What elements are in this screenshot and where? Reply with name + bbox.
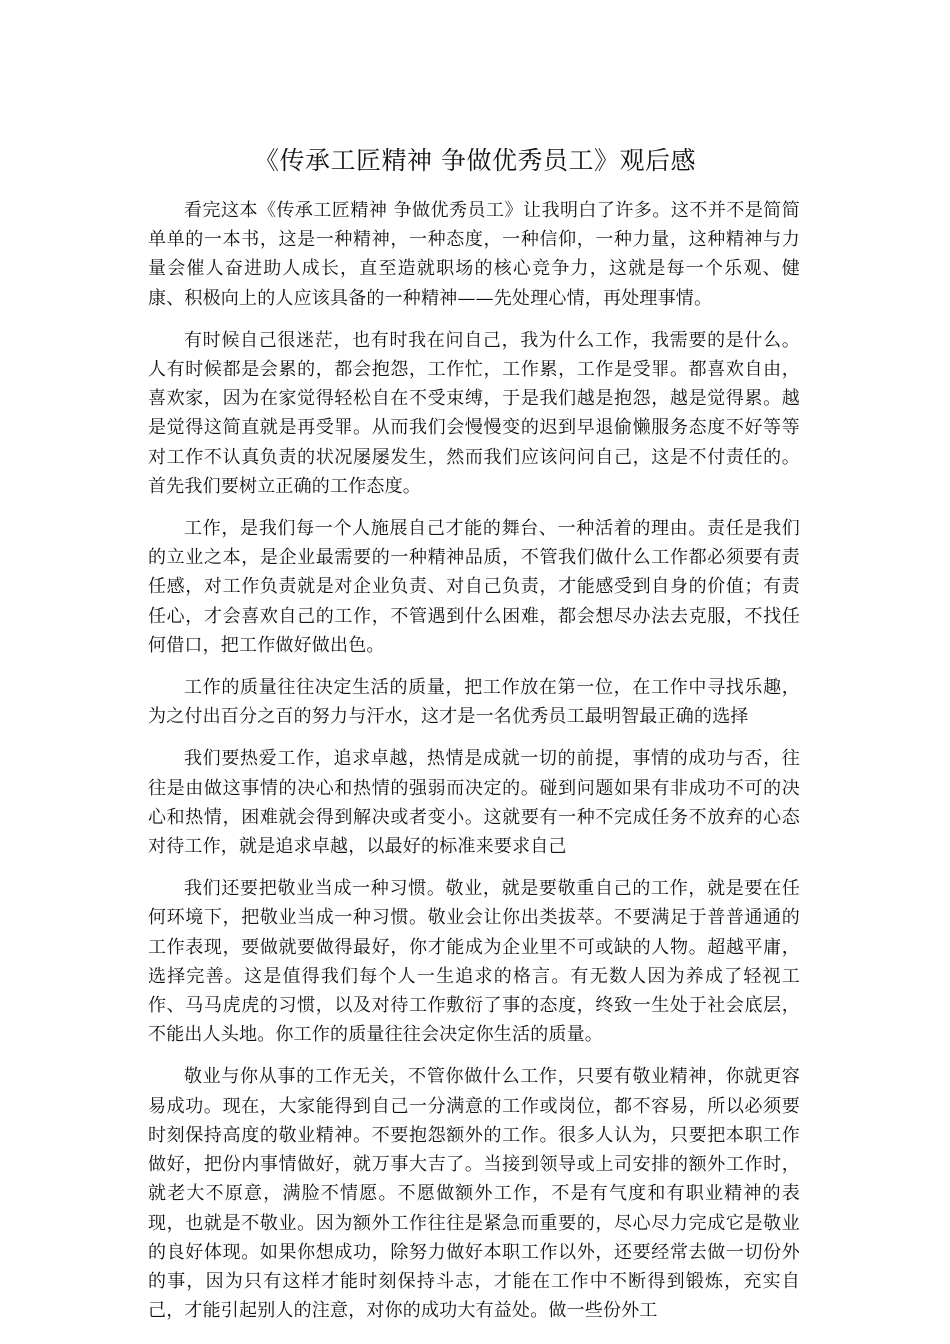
paragraph-2: 有时候自己很迷茫，也有时我在问自己，我为什么工作，我需要的是什么。人有时候都是会累的，都会抱怨，工作忙，工作累，工作是受罪。都喜欢自由，喜欢家，因为在家觉得轻松自在不受束缚，于是我们越是抱怨，越是觉得累。越是觉得这简直就是再受罪。从而我们会慢慢变的迟到早退偷懒服务态度不好等等对工作不认真负责的状况屡屡发生，然而我们应该问问自己，这是不付责任的。首先我们要树立正确的工作态度。 [148,329,800,497]
paragraph-3: 工作，是我们每一个人施展自己才能的舞台、一种活着的理由。责任是我们的立业之本，是企业最需要的一种精神品质，不管我们做什么工作都必须要有责任感，对工作负责就是对企业负责、对自己负责，才能感受到自身的价值；有责任心，才会喜欢自己的工作，不管遇到什么困难，都会想尽办法去克服，不找任何借口，把工作做好做出色。 [148,518,800,656]
paragraph-7: 敬业与你从事的工作无关，不管你做什么工作，只要有敬业精神，你就更容易成功。现在，大家能得到自己一分满意的工作或岗位，都不容易，所以必须要时刻保持高度的敬业精神。不要抱怨额外的工作。很多人认为，只要把本职工作做好，把份内事情做好，就万事大吉了。当接到领导或上司安排的额外工作时，就老大不原意，满脸不情愿。不愿做额外工作，不是有气度和有职业精神的表现，也就是不敬业。因为额外工作往往是紧急而重要的，尽心尽力完成它是敬业的良好体现。如果你想成功，除努力做好本职工作以外，还要经常去做一切份外的事，因为只有这样才能时刻保持斗志，才能在工作中不断得到锻炼，充实自己，才能引起别人的注意，对你的成功大有益处。做一些份外工 [148,1066,800,1322]
paragraph-5: 我们要热爱工作，追求卓越，热情是成就一切的前提，事情的成功与否，往往是由做这事情的决心和热情的强弱而决定的。碰到问题如果有非成功不可的决心和热情，困难就会得到解决或者变小。这就要有一种不完成任务不放弃的心态对待工作，就是追求卓越，以最好的标准来要求自己 [148,748,800,858]
document-body [148,196,800,1338]
paragraph-1: 看完这本《传承工匠精神 争做优秀员工》让我明白了许多。这不并不是简简单单的一本书，这是一种精神，一种态度，一种信仰，一种力量，这种精神与力量会催人奋进助人成长，直至造就职场的核心竞争力，这就是每一个乐观、健康、积极向上的人应该具备的一种精神——先处理心情，再处理事情。 [148,200,800,309]
document-title: 《传承工匠精神 争做优秀员工》观后感 [254,146,696,175]
paragraph-6: 我们还要把敬业当成一种习惯。敬业，就是要敬重自己的工作，就是要在任何环境下，把敬业当成一种习惯。敬业会让你出类拔萃。不要满足于普普通通的工作表现，要做就要做得最好，你才能成为企业里不可或缺的人物。超越平庸，选择完善。这是值得我们每个人一生追求的格言。有无数人因为养成了轻视工作、马马虎虎的习惯，以及对待工作敷衍了事的态度，终致一生处于社会底层，不能出人头地。你工作的质量往往会决定你生活的质量。 [148,878,800,1046]
paragraph-4: 工作的质量往往决定生活的质量，把工作放在第一位，在工作中寻找乐趣，为之付出百分之百的努力与汗水，这才是一名优秀员工最明智最正确的选择 [148,677,800,728]
